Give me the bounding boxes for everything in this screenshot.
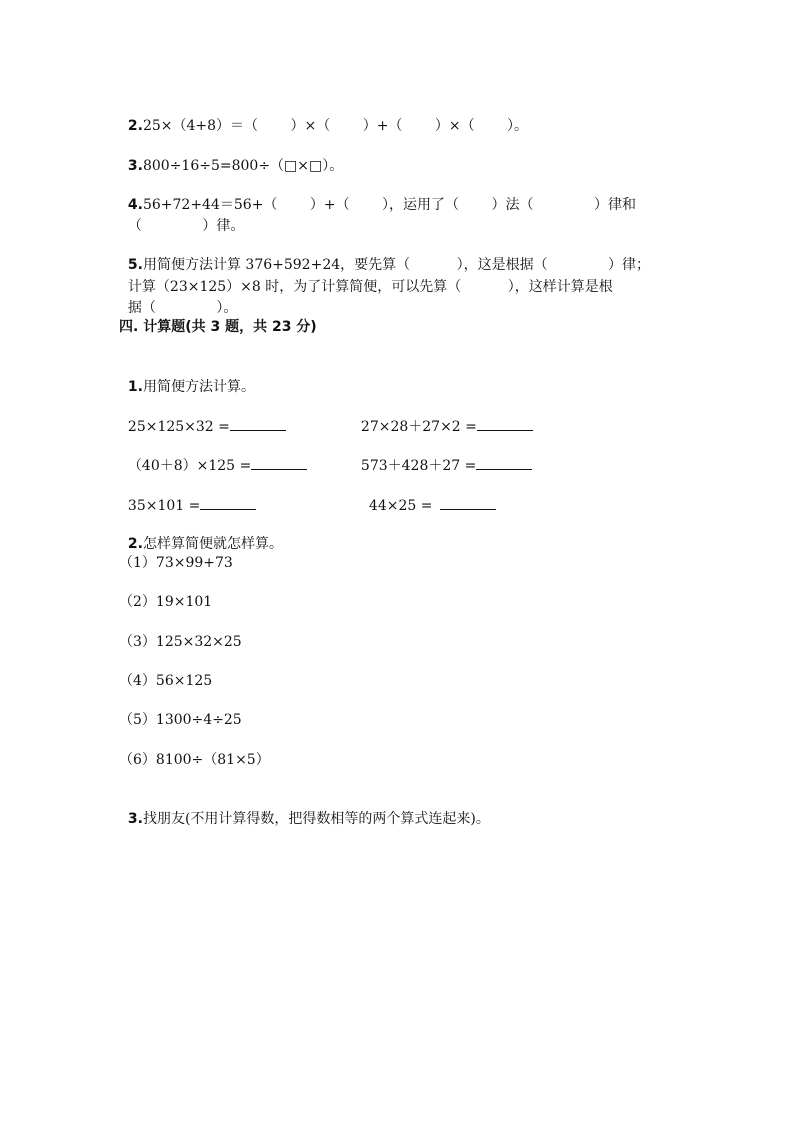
list-item: （5）1300÷4÷25 — [119, 712, 242, 728]
expression: 25×125×32 = — [127, 419, 230, 435]
expression: （40＋8）×125 = — [127, 458, 252, 474]
section-heading: 四. 计算题(共 3 题，共 23 分) — [119, 319, 317, 335]
question-text: 用简便方法计算 376+592+24，要先算（ ），这是根据（ ）律； — [142, 257, 651, 273]
answer-blank[interactable] — [476, 455, 532, 470]
question-text: 56+72+44＝56+（ ）+（ ），运用了（ ）法（ ）律和 — [142, 197, 636, 213]
question-text: （ ）律。 — [127, 218, 245, 234]
answer-blank[interactable] — [200, 495, 256, 510]
expression: 44×25 = — [368, 498, 433, 514]
question-text: 据（ ）。 — [127, 300, 238, 316]
question-text: 计算（23×125）×8 时，为了计算简便，可以先算（ ），这样计算是根 — [127, 279, 613, 295]
question-number: 2. — [127, 118, 143, 134]
calc-item-5 — [119, 475, 256, 516]
question-number: 5. — [127, 257, 143, 273]
calc-item-4 — [352, 435, 532, 476]
list-item: （1）73×99+73 — [119, 555, 233, 571]
expression: 27×28＋27×2 = — [360, 419, 477, 435]
answer-blank[interactable] — [251, 455, 307, 470]
expression: 573＋428＋27 = — [360, 458, 477, 474]
question-number: 1. — [127, 379, 143, 395]
question-4-cont — [119, 196, 244, 236]
question-text: 找朋友(不用计算得数，把得数相等的两个算式连起来)。 — [142, 811, 490, 827]
question-text: 怎样算简便就怎样算。 — [142, 536, 283, 552]
question-5-cont2 — [119, 278, 237, 318]
question-number: 4. — [127, 197, 143, 213]
list-item: （4）56×125 — [119, 673, 213, 689]
calc-item-6 — [360, 475, 496, 516]
calc-item-2 — [352, 396, 533, 437]
answer-blank[interactable] — [477, 416, 533, 431]
expression: 35×101 = — [127, 498, 201, 514]
answer-blank[interactable] — [440, 495, 496, 510]
question-text: 800÷16÷5=800÷（□×□）。 — [142, 158, 344, 174]
calc-question-2 — [119, 514, 283, 554]
question-2 — [119, 96, 528, 136]
question-text: 25×（4+8）＝（ ）×（ ）+（ ）×（ ）。 — [142, 118, 529, 134]
list-item: （6）8100÷（81×5） — [119, 752, 270, 768]
calc-question-1 — [119, 357, 255, 397]
question-3 — [119, 136, 343, 176]
question-number: 3. — [127, 158, 143, 174]
list-item: （2）19×101 — [119, 594, 213, 610]
list-item: （3）125×32×25 — [119, 634, 242, 650]
calc-item-3 — [119, 435, 307, 476]
calc-item-1 — [119, 396, 286, 437]
question-number: 3. — [127, 811, 143, 827]
answer-blank[interactable] — [230, 416, 286, 431]
calc-question-3 — [119, 789, 490, 829]
question-text: 用简便方法计算。 — [142, 379, 255, 395]
question-number: 2. — [127, 536, 143, 552]
